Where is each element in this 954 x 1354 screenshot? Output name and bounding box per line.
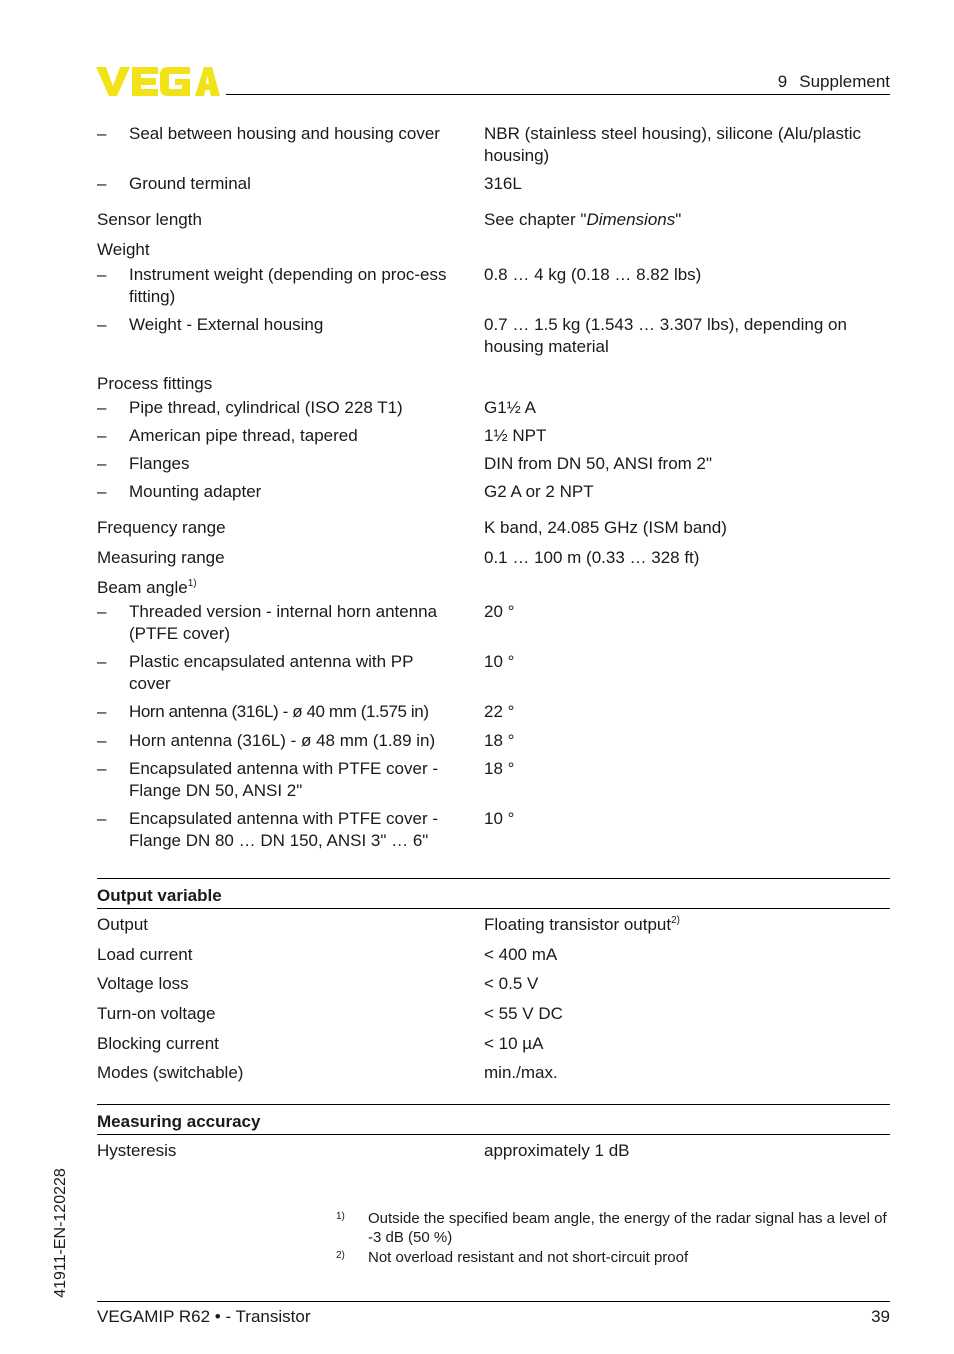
frequency-label: Frequency range: [97, 518, 226, 537]
document-code-text: 41911-EN-120228: [52, 1167, 69, 1298]
plastic-label: Plastic encapsulated antenna with PP cover: [129, 652, 414, 693]
footnote-mark-2: 2): [336, 1250, 345, 1261]
hysteresis-value: approximately 1 dB: [484, 1141, 630, 1160]
pipe-thread-value: G1½ A: [484, 398, 536, 417]
modes-value: min./max.: [484, 1063, 558, 1082]
turn-on-value: < 55 V DC: [484, 1004, 563, 1023]
measuring-range-value: 0.1 … 100 m (0.33 … 328 ft): [484, 548, 700, 567]
beam-angle-text: Beam angle: [97, 578, 188, 597]
footnote-ref-1: 1): [187, 578, 197, 589]
plastic-value: 10 °: [484, 652, 515, 671]
seal-value: NBR (stainless steel housing), silicone (Alu/plastic housing): [484, 124, 861, 165]
list-dash: –: [97, 265, 107, 284]
output-value: [484, 914, 890, 936]
encap80-value: 10 °: [484, 809, 515, 828]
list-dash: –: [97, 759, 107, 778]
measuring-accuracy-title: Measuring accuracy: [97, 1112, 261, 1131]
turn-on-label: Turn-on voltage: [97, 1004, 216, 1023]
list-dash: –: [97, 731, 107, 750]
horn40-label: Horn antenna (316L) - ø 40 mm (1.575 in): [129, 702, 429, 721]
chapter-title: Supplement: [799, 72, 890, 91]
american-pipe-label: American pipe thread, tapered: [129, 426, 358, 445]
list-dash: –: [97, 174, 107, 193]
threaded-value: 20 °: [484, 602, 515, 621]
footnote-1-text: Outside the specified beam angle, the energy of the radar signal has a level of -3 dB (50 %): [368, 1210, 887, 1246]
footer-rule: [97, 1301, 890, 1302]
american-pipe-value: 1½ NPT: [484, 426, 547, 445]
chapter-heading: [778, 71, 890, 93]
ground-label: Ground terminal: [129, 174, 251, 193]
vega-logo: [96, 64, 220, 98]
section-rule: [97, 878, 890, 879]
external-housing-label: Weight - External housing: [129, 315, 324, 334]
list-dash: –: [97, 702, 107, 721]
page-number: 39: [871, 1307, 890, 1326]
list-dash: –: [97, 652, 107, 671]
footer-product: VEGAMIP R62 • - Transistor: [97, 1307, 311, 1326]
process-fittings-label: Process fittings: [97, 374, 213, 393]
list-dash: –: [97, 602, 107, 621]
voltage-loss-value: < 0.5 V: [484, 974, 539, 993]
section-rule: [97, 908, 890, 909]
footnote-ref-2: 2): [671, 915, 681, 926]
hysteresis-label: Hysteresis: [97, 1141, 177, 1160]
list-dash: –: [97, 809, 107, 828]
document-code: [50, 1160, 72, 1305]
section-rule: [97, 1134, 890, 1135]
blocking-label: Blocking current: [97, 1034, 219, 1053]
weight-label: Weight: [97, 240, 150, 259]
external-housing-value: 0.7 … 1.5 kg (1.543 … 3.307 lbs), depending on housing material: [484, 315, 847, 356]
sensor-length-value-pre: See chapter ": [484, 210, 587, 229]
mounting-adapter-label: Mounting adapter: [129, 482, 262, 501]
sensor-length-value-post: ": [675, 210, 682, 229]
section-rule: [97, 1104, 890, 1105]
output-label: Output: [97, 915, 149, 934]
header-rule: [226, 94, 890, 95]
instrument-weight-value: 0.8 … 4 kg (0.18 … 8.82 lbs): [484, 265, 702, 284]
chapter-number: 9: [777, 72, 788, 91]
ground-value: 316L: [484, 174, 522, 193]
encap50-label: Encapsulated antenna with PTFE cover - Flange DN 50, ANSI 2": [129, 759, 438, 800]
list-dash: –: [97, 124, 107, 143]
output-variable-title: Output variable: [97, 886, 222, 905]
list-dash: –: [97, 398, 107, 417]
seal-label: Seal between housing and housing cover: [129, 124, 440, 143]
footnote-mark-1: 1): [336, 1211, 345, 1222]
blocking-value: < 10 µA: [484, 1034, 544, 1053]
mounting-adapter-value: G2 A or 2 NPT: [484, 482, 594, 501]
horn40-value: 22 °: [484, 702, 515, 721]
beam-angle-label: [97, 577, 197, 599]
sensor-length-label: Sensor length: [97, 210, 202, 229]
modes-label: Modes (switchable): [97, 1063, 244, 1082]
threaded-label: Threaded version - internal horn antenna (PTFE cover): [129, 602, 438, 643]
encap80-label: Encapsulated antenna with PTFE cover - Flange DN 80 … DN 150, ANSI 3" … 6": [129, 809, 438, 850]
flanges-label: Flanges: [129, 454, 190, 473]
list-dash: –: [97, 482, 107, 501]
dimensions-reference: Dimensions: [586, 210, 676, 229]
list-dash: –: [97, 315, 107, 334]
list-dash: –: [97, 454, 107, 473]
sensor-length-value: [484, 209, 890, 231]
horn48-value: 18 °: [484, 731, 515, 750]
instrument-weight-label: Instrument weight (depending on proc-ess fitting): [129, 265, 447, 306]
output-value-text: Floating transistor output: [484, 915, 672, 934]
flanges-value: DIN from DN 50, ANSI from 2": [484, 454, 713, 473]
voltage-loss-label: Voltage loss: [97, 974, 189, 993]
footnote-2-text: Not overload resistant and not short-circuit proof: [368, 1249, 689, 1266]
load-current-label: Load current: [97, 945, 193, 964]
frequency-value: K band, 24.085 GHz (ISM band): [484, 518, 727, 537]
horn48-label: Horn antenna (316L) - ø 48 mm (1.89 in): [129, 731, 436, 750]
list-dash: –: [97, 426, 107, 445]
encap50-value: 18 °: [484, 759, 515, 778]
measuring-range-label: Measuring range: [97, 548, 225, 567]
pipe-thread-label: Pipe thread, cylindrical (ISO 228 T1): [129, 398, 403, 417]
load-current-value: < 400 mA: [484, 945, 558, 964]
